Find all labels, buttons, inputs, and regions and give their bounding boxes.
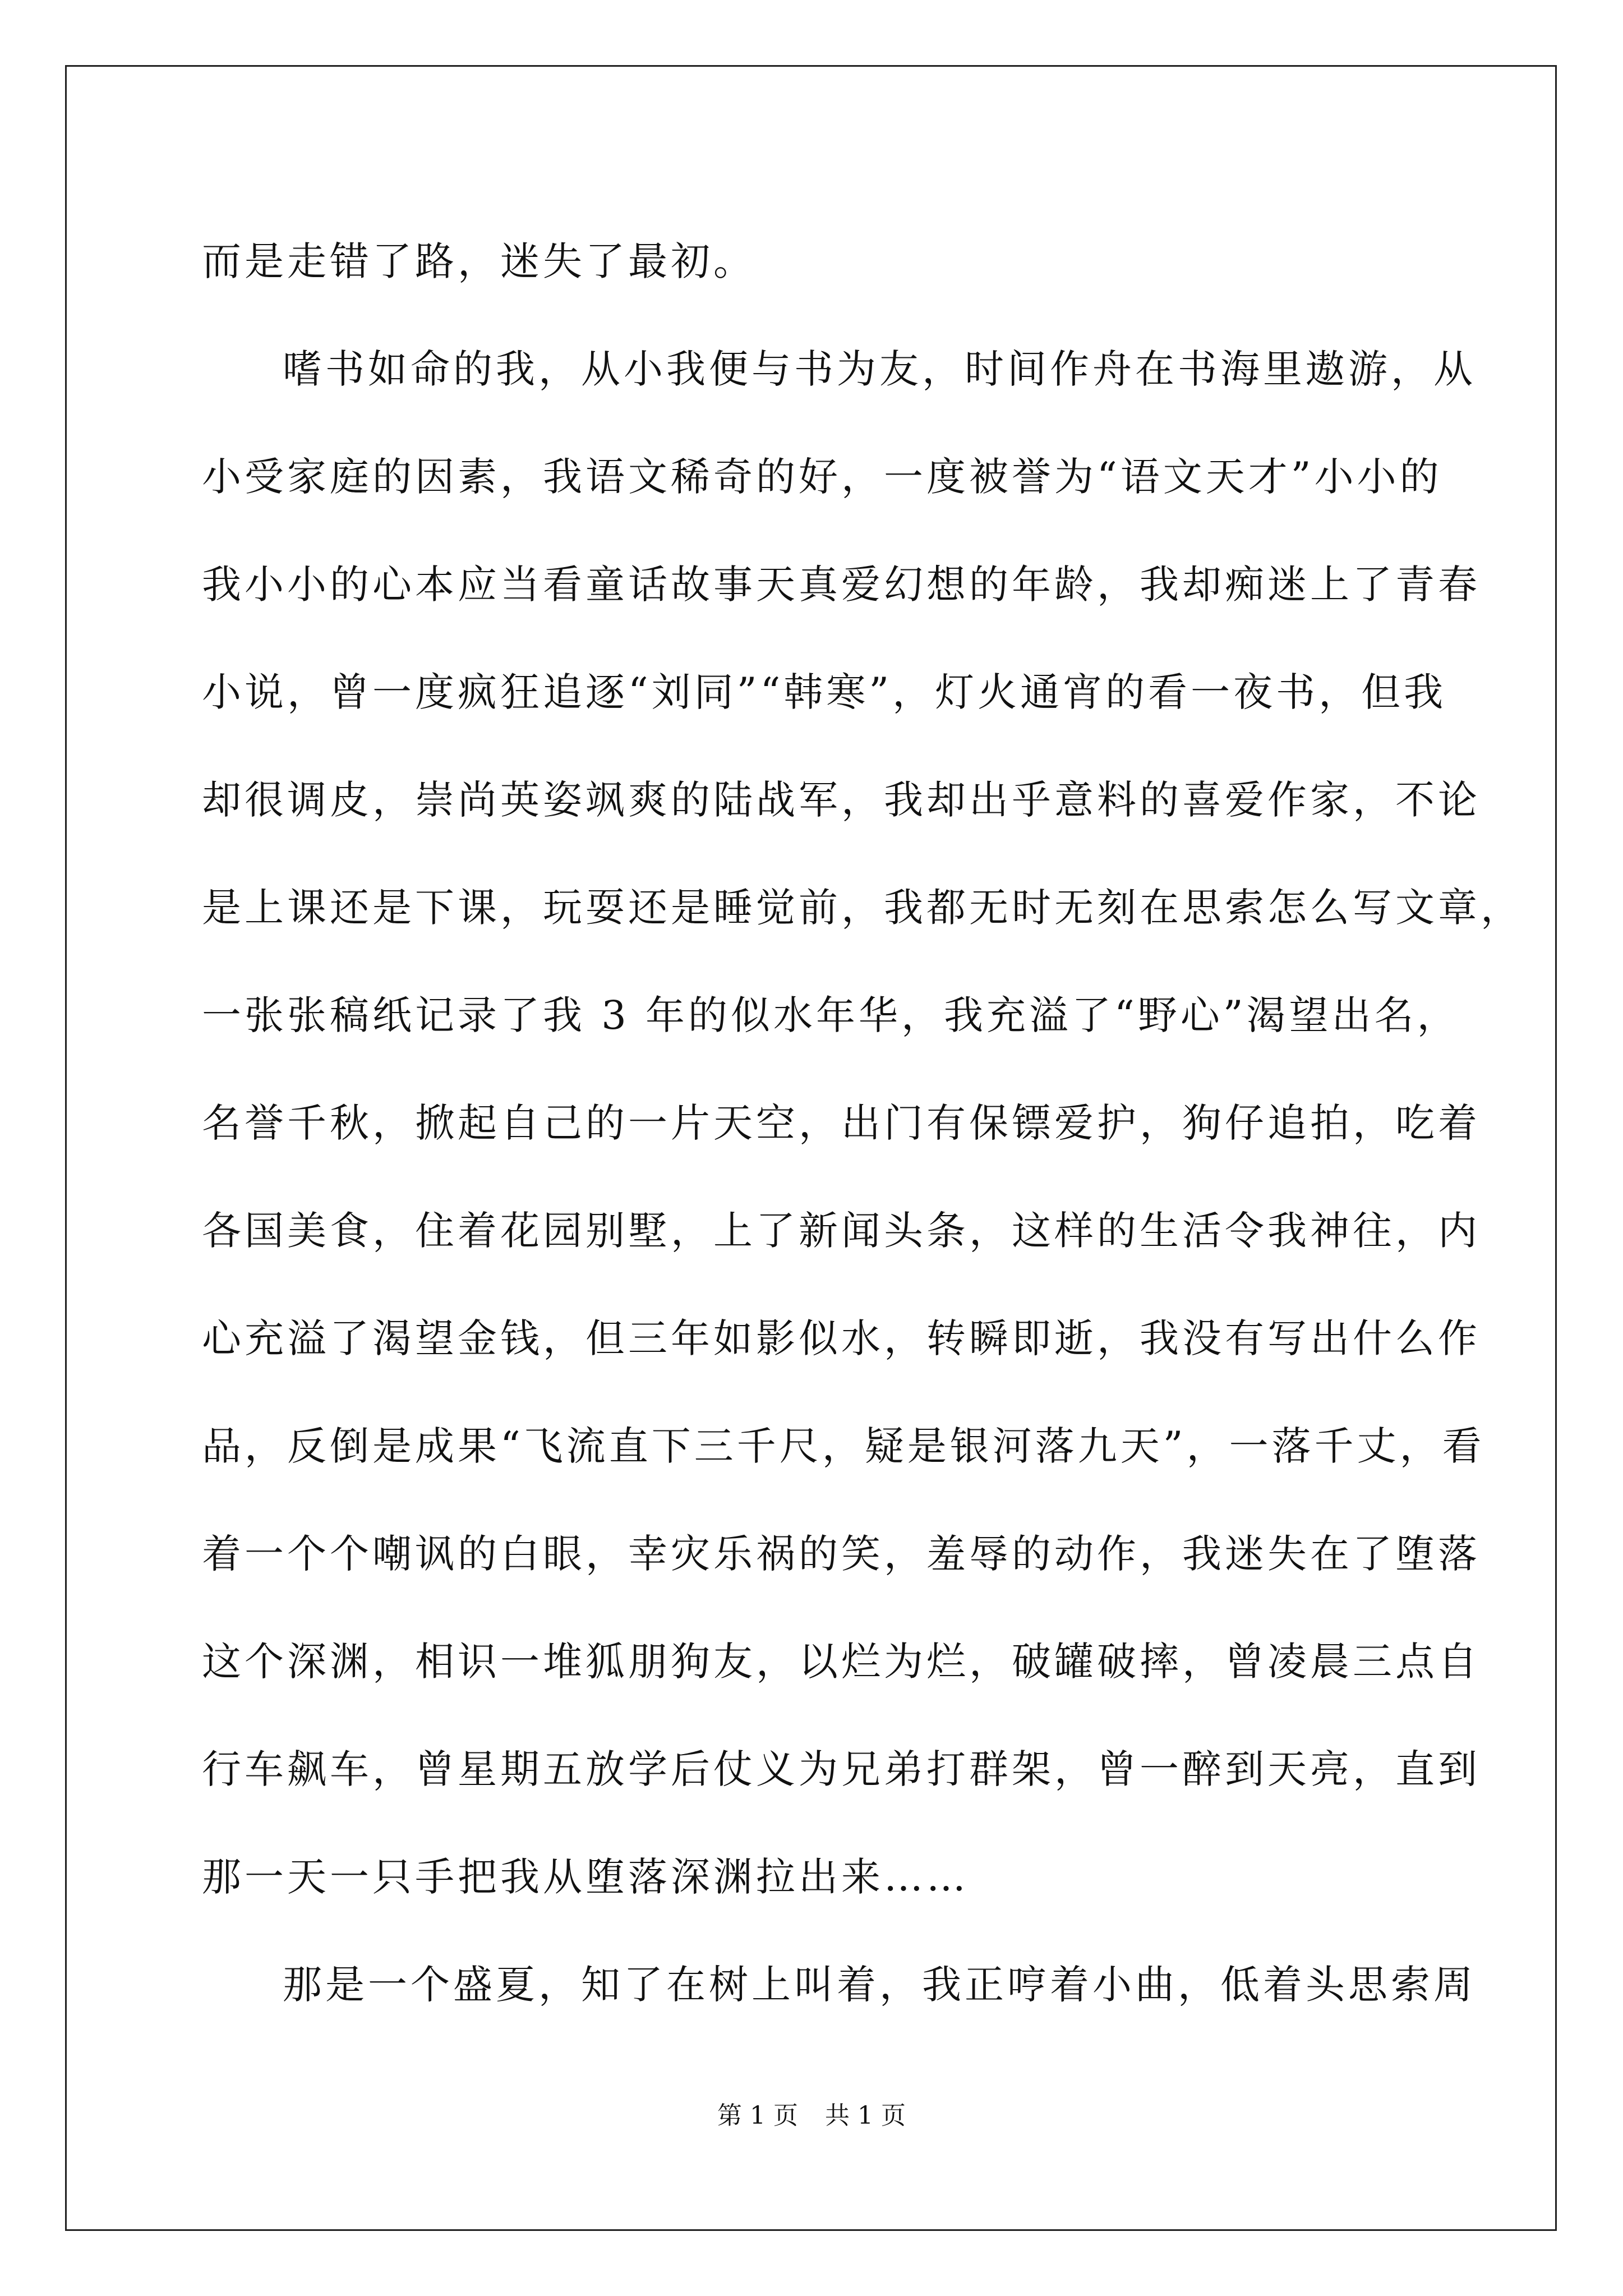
page-footer	[0, 2099, 1623, 2133]
text-line: 而是走错了路，迷失了最初。	[202, 238, 756, 284]
text-line: 着一个个嘲讽的白眼，幸灾乐祸的笑，羞辱的动作，我迷失在了堕落	[202, 1531, 1481, 1577]
text-line: 是上课还是下课，玩耍还是睡觉前，我都无时无刻在思索怎么写文章，	[202, 885, 1523, 931]
text-line: 各国美食，住着花园别墅，上了新闻头条，这样的生活令我神往，内	[202, 1208, 1481, 1254]
text-line: 品，反倒是成果“飞流直下三千尺，疑是银河落九天”，一落千丈，看	[202, 1423, 1485, 1469]
text-line: 却很调皮，崇尚英姿飒爽的陆战军，我却出乎意料的喜爱作家，不论	[202, 777, 1481, 823]
text-line: 心充溢了渴望金钱，但三年如影似水，转瞬即逝，我没有写出什么作	[202, 1315, 1481, 1361]
text-line: 这个深渊，相识一堆狐朋狗友，以烂为烂，破罐破摔，曾凌晨三点自	[202, 1639, 1481, 1685]
text-line: 我小小的心本应当看童话故事天真爱幻想的年龄，我却痴迷上了青春	[202, 562, 1481, 608]
text-line: 名誉千秋，掀起自己的一片天空，出门有保镖爱护，狗仔追拍，吃着	[202, 1100, 1481, 1146]
page-number: 第 1 页	[717, 2101, 798, 2130]
text-line: 小说，曾一度疯狂追逐“刘同”“韩寒”，灯火通宵的看一夜书，但我	[202, 669, 1447, 715]
page-total: 共 1 页	[825, 2101, 906, 2130]
text-line: 一张张稿纸记录了我 3 年的似水年华，我充溢了“野心”渴望出名，	[202, 992, 1460, 1038]
text-line: 那是一个盛夏，知了在树上叫着，我正哼着小曲，低着头思索周	[283, 1962, 1476, 2008]
text-line: 小受家庭的因素，我语文稀奇的好，一度被誉为“语文天才”小小的	[202, 454, 1442, 500]
text-line: 行车飙车，曾星期五放学后仗义为兄弟打群架，曾一醉到天亮，直到	[202, 1746, 1481, 1792]
document-body	[202, 208, 1523, 2039]
text-line: 嗜书如命的我，从小我便与书为友，时间作舟在书海里遨游，从	[283, 346, 1476, 392]
text-line: 那一天一只手把我从堕落深渊拉出来……	[202, 1854, 969, 1900]
